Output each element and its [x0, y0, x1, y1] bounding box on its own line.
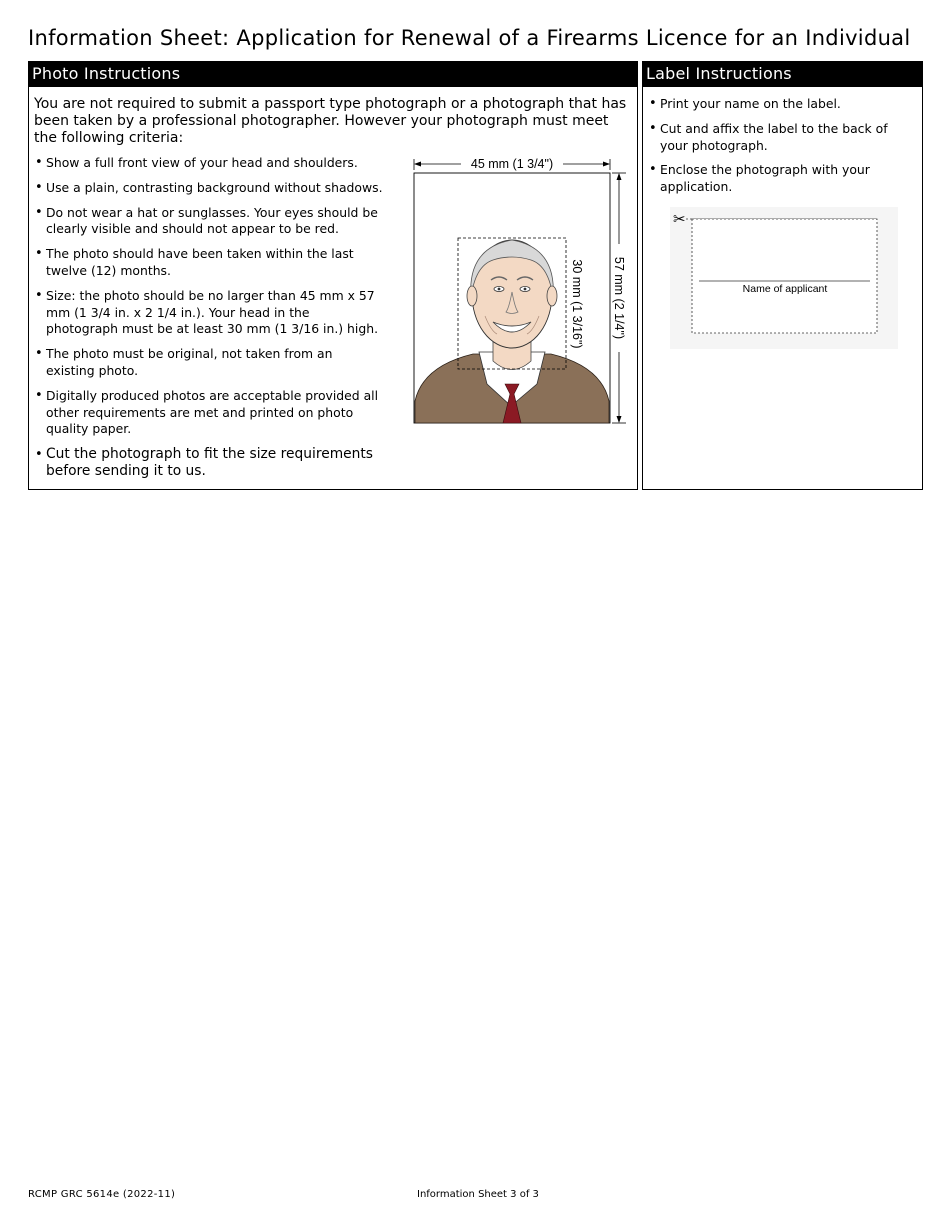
page-title: Information Sheet: Application for Renewal of a Firearms Licence for an Individual: [28, 26, 911, 50]
list-item: • Cut the photograph to fit the size requirements before sending it to us.: [35, 446, 385, 480]
photo-instructions-intro: You are not required to submit a passport type photograph or a photograph that has been taken by a professional photographer. However your photograph must meet the following criteria:: [34, 96, 627, 146]
photo-instructions-panel: [28, 61, 638, 490]
list-item: • The photo must be original, not taken from an existing photo.: [35, 346, 385, 380]
name-label-diagram: [670, 207, 898, 349]
list-item: • The photo should have been taken within the last twelve (12) months.: [35, 246, 385, 280]
list-item: • Enclose the photograph with your application.: [649, 162, 917, 196]
label-instructions-header: Label Instructions: [643, 62, 922, 87]
label-instructions-panel: [642, 61, 923, 490]
list-item: • Cut and affix the label to the back of your photograph.: [649, 121, 917, 155]
list-item: • Show a full front view of your head and shoulders.: [35, 155, 385, 172]
photo-instructions-header: Photo Instructions: [29, 62, 637, 87]
photo-criteria-list: [35, 155, 385, 488]
label-steps-list: [649, 96, 917, 204]
list-item: • Use a plain, contrasting background without shadows.: [35, 180, 385, 197]
width-dimension-label: 45 mm (1 3/4"): [470, 157, 554, 171]
svg-text:✂: ✂: [673, 210, 686, 228]
photo-size-diagram: [413, 156, 635, 424]
list-item: • Print your name on the label.: [649, 96, 917, 113]
list-item: • Size: the photo should be no larger than 45 mm x 57 mm (1 3/4 in. x 2 1/4 in.). Your head in the photograph must be at least 30 mm (1 3/16 in.) high.: [35, 288, 385, 338]
form-id: RCMP GRC 5614e (2022-11): [28, 1189, 176, 1200]
scissors-icon: [673, 210, 686, 228]
label-caption: Name of applicant: [742, 283, 828, 295]
head-dimension-label: 30 mm (1 3/16"): [570, 259, 584, 349]
cut-out-label: [692, 219, 877, 333]
height-dimension-label: 57 mm (2 1/4"): [612, 256, 626, 340]
list-item: • Digitally produced photos are acceptable provided all other requirements are met and printed on photo quality paper.: [35, 388, 385, 438]
page-number: Information Sheet 3 of 3: [417, 1189, 539, 1200]
list-item: • Do not wear a hat or sunglasses. Your eyes should be clearly visible and should not appear to be red.: [35, 205, 385, 239]
